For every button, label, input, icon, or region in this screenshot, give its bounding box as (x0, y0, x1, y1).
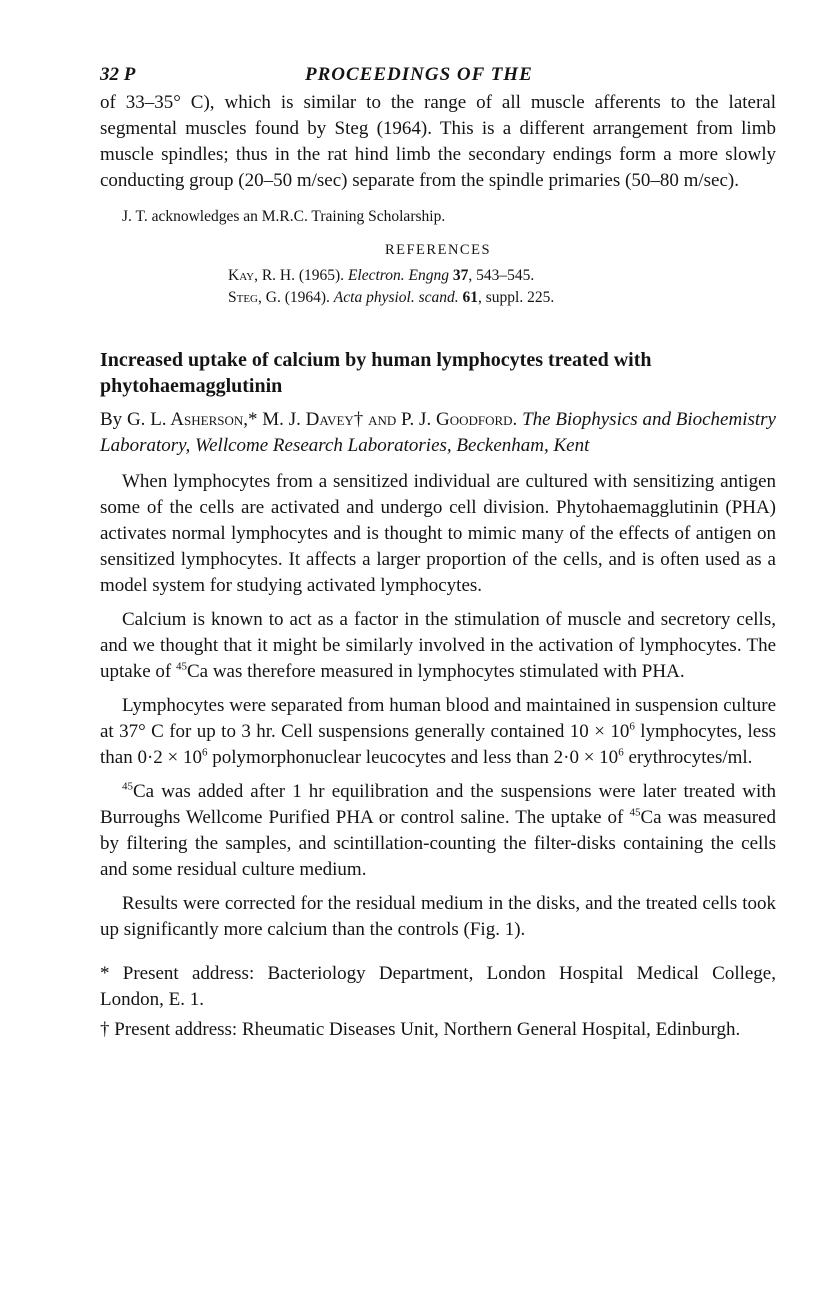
affiliation: The Biophysics and Biochemistry Laboratory, Wellcome Research Laboratories, Beckenham, Kent (100, 409, 776, 456)
article-title: Increased uptake of calcium by human lymphocytes treated with phytohaemagglutinin (100, 349, 652, 397)
footnote: † Present address: Rheumatic Diseases Unit, Northern General Hospital, Edinburgh. (100, 1019, 741, 1040)
reference-list (228, 265, 776, 309)
footnotes (100, 961, 776, 1043)
running-head (100, 60, 776, 90)
paragraph: Lymphocytes were separated from human blood and maintained in suspension culture at 37° C for up to 3 hr. Cell suspensions generally contained $10 \times 10^6$ lymphocytes, less than $0\cdot 2 \times 10^6$ polymorphonuclear leucocytes and less than $2\cdot 0 \times 10^6$ erythrocytes/ml. (100, 695, 776, 768)
article-byline: By G. L. Asherson,* M. J. Davey† and P. J. Goodford. The Biophysics and Biochemistry Laboratory, Wellcome Research Laboratories, Beckenham, Kent (100, 409, 776, 456)
references-heading: REFERENCES (384, 242, 492, 258)
page-number: 32 P (100, 64, 136, 85)
previous-abstract-continuation: of 33–35° C), which is similar to the range of all muscle afferents to the lateral segmental muscles found by Steg (1964). This is a different arrangement from limb muscle spindles; thus in the rat hind limb the secondary endings form a more slowly conducting group (20–50 m/sec) separate from the spindle primaries (50–80 m/sec). (100, 92, 776, 191)
authors: G. L. Asherson,* M. J. Davey† and P. J. Goodford. (126, 409, 518, 430)
journal-page (100, 60, 776, 1043)
paragraph: When lymphocytes from a sensitized individual are cultured with sensitizing antigen some of the cells are activated and undergo cell division. Phytohaemagglutinin (PHA) activates normal lymphocytes and is thought to mimic many of the effects of antigen on sensitized lymphocytes. It affects a larger proportion of the cells, and is often used as a model system for studying activated lymphocytes. (100, 471, 776, 596)
paragraph: Results were corrected for the residual medium in the disks, and the treated cells took up significantly more calcium than the controls (Fig. 1). (100, 893, 776, 940)
journal-title: PROCEEDINGS OF THE (305, 64, 533, 85)
paragraph: $^{45}$Ca was added after 1 hr equilibration and the suspensions were later treated with Burroughs Wellcome Purified PHA or control saline. The uptake of $^{45}$Ca was measured by filtering the samples, and scintillation-counting the filter-disks containing the cells and some residual culture medium. (100, 780, 776, 880)
reference-item: Kay, R. H. (1965). Electron. Engng 37, 543–545. (228, 267, 535, 284)
reference-item: Steg, G. (1964). Acta physiol. scand. 61, suppl. 225. (228, 289, 555, 306)
acknowledgement: J. T. acknowledges an M.R.C. Training Scholarship. (122, 208, 446, 225)
paragraph: Calcium is known to act as a factor in the stimulation of muscle and secretory cells, and we thought that it might be similarly involved in the activation of lymphocytes. The uptake of $^{45}$Ca was therefore measured in lymphocytes stimulated with PHA. (100, 609, 776, 682)
footnote: * Present address: Bacteriology Department, London Hospital Medical College, London, E. 1. (100, 963, 776, 1010)
article-body (100, 469, 776, 943)
